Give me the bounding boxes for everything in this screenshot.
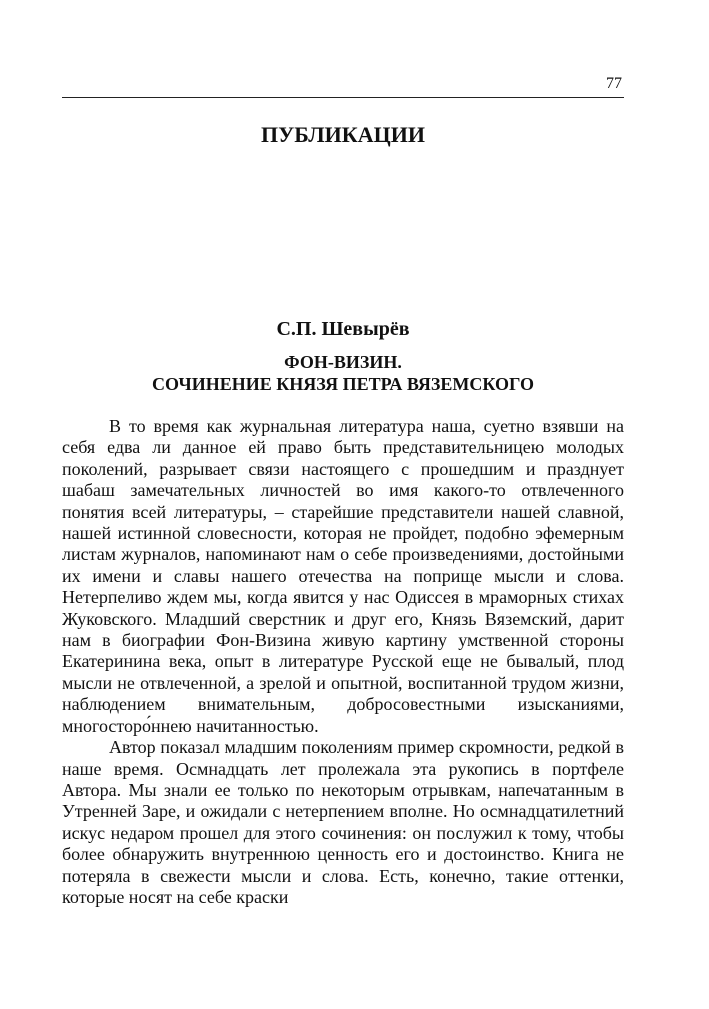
section-title: ПУБЛИКАЦИИ [261, 122, 425, 147]
article-body [62, 416, 624, 908]
body-paragraph-1: В то время как журнальная литература наша, суетно взявши на себя едва ли данное ей право быть представительницею молодых поколений, разрывает связи настоящего с прошедшим и празднует шабаш замечательных личностей во имя какого-то отвлеченного понятия всей литературы, – старейшие представители нашей славной, нашей истинной словесности, которая не пройдет, подобно эфемерным листам журналов, напоминают нам о себе произведениями, достойными их имени и славы нашего отечества на поприще мысли и слова. Нетерпеливо ждем мы, когда явится у нас Одиссея в мраморных стихах Жуковского. Младший сверстник и друг его, Князь Вяземский, дарит нам в биографии Фон-Визина живую картину умственной стороны Екатеринина века, опыт в литературе Русской еще не бывалый, плод мысли не отвлеченной, а зрелой и опытной, воспитанной трудом жизни, наблюдением внимательным, добросовестными изысканиями, многосторо́ннею начитанностью. [62, 416, 624, 736]
header-rule [62, 97, 624, 98]
article-author: С.П. Шевырёв [276, 318, 410, 340]
body-paragraph-2: Автор показал младшим поколениям пример скромности, редкой в наше время. Осмнадцать лет пролежала эта рукопись в портфеле Автора. Мы знали ее только по некоторым отрывкам, напечатанным в Утренней Заре, и ожидали с нетерпением вполне. Но осмнадцатилетний искус недаром прошел для этого сочинения: он послужил к тому, чтобы более обнаружить внутреннюю ценность его и достоинство. Книга не потеряла в свежести мысли и слова. Есть, конечно, такие оттенки, которые носят на себе краски [62, 737, 624, 907]
page-number: 77 [606, 75, 622, 92]
article-title [62, 351, 624, 395]
article-title-line-1: ФОН-ВИЗИН. [284, 352, 402, 372]
article-title-line-2: СОЧИНЕНИЕ КНЯЗЯ ПЕТРА ВЯЗЕМСКОГО [151, 374, 535, 394]
